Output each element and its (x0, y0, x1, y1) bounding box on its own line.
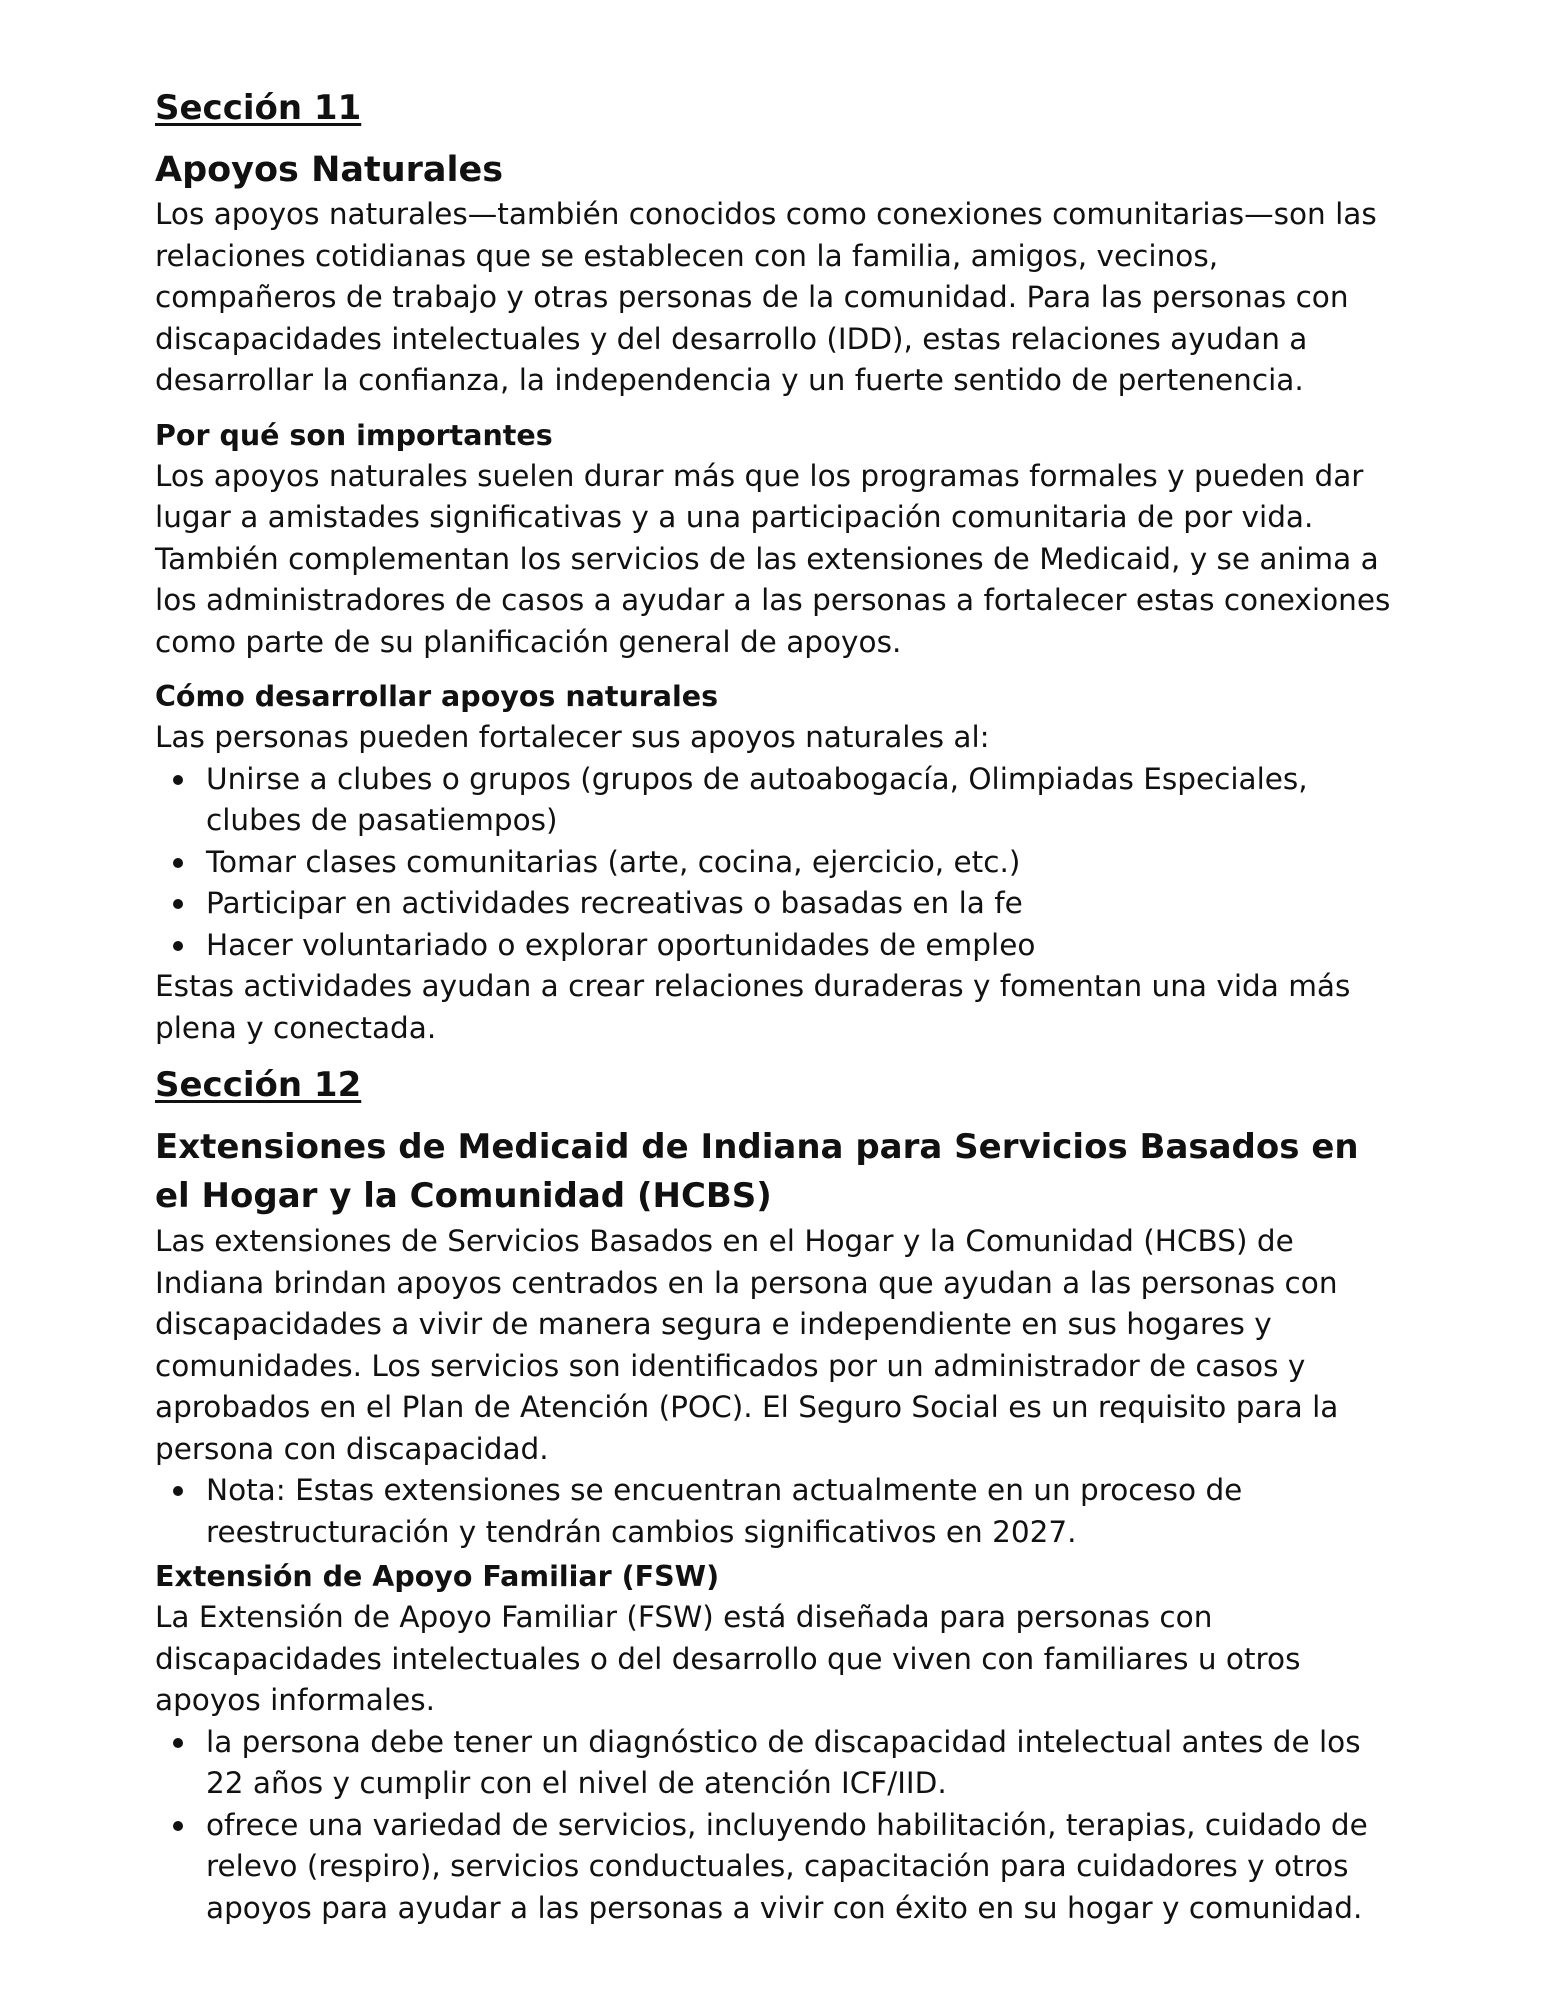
fsw-list (155, 1722, 1395, 1930)
section-12-label: Sección 12 (155, 1065, 362, 1105)
list-item-text: Participar en actividades recreativas o basadas en la fe (206, 886, 1023, 920)
section-12-title: Extensiones de Medicaid de Indiana para Servicios Basados en el Hogar y la Comunidad (HCBS) (155, 1127, 1359, 1216)
section-12-note-list (155, 1470, 1395, 1553)
why-important-text: Los apoyos naturales suelen durar más que los programas formales y pueden dar lugar a amistades significativas y a una participación comunitaria de por vida. También complementan los servicios de las extensiones de Medicaid, y se anima a los administradores de casos a ayudar a las personas a fortalecer estas conexiones como parte de su planificación general de apoyos. (155, 458, 1391, 659)
list-item-text: Nota: Estas extensiones se encuentran actualmente en un proceso de reestructuración y tendrán cambios significativos en 2027. (206, 1473, 1243, 1549)
list-item (155, 759, 1395, 842)
how-to-develop-heading: Cómo desarrollar apoyos naturales (155, 680, 719, 713)
how-to-develop-intro: Las personas pueden fortalecer sus apoyos naturales al: (155, 720, 990, 754)
fsw-text: La Extensión de Apoyo Familiar (FSW) está diseñada para personas con discapacidades intelectuales o del desarrollo que viven con familiares u otros apoyos informales. (155, 1600, 1301, 1717)
section-11-intro: Los apoyos naturales—también conocidos como conexiones comunitarias—son las relaciones cotidianas que se establecen con la familia, amigos, vecinos, compañeros de trabajo y otras personas de la comunidad. Para las personas con discapacidades intelectuales y del desarrollo (IDD), estas relaciones ayudan a desarrollar la confianza, la independencia y un fuerte sentido de pertenencia. (155, 197, 1377, 397)
list-item-text: Unirse a clubes o grupos (grupos de autoabogacía, Olimpiadas Especiales, clubes de pasatiempos) (206, 761, 1308, 837)
list-item-text: Tomar clases comunitarias (arte, cocina, ejercicio, etc.) (206, 844, 1021, 879)
list-item (155, 1722, 1395, 1805)
list-item (155, 883, 1395, 925)
bullet-icon (173, 1738, 183, 1748)
bullet-icon (173, 775, 183, 785)
bullet-icon (173, 1486, 183, 1496)
how-to-develop-outro: Estas actividades ayudan a crear relaciones duraderas y fomentan una vida más plena y conectada. (155, 969, 1351, 1045)
why-important-heading: Por qué son importantes (155, 418, 553, 452)
list-item (155, 842, 1395, 884)
bullet-icon (173, 941, 183, 951)
bullet-icon (173, 899, 183, 909)
bullet-icon (173, 858, 183, 868)
bullet-icon (173, 1821, 183, 1831)
list-item-text: Hacer voluntariado o explorar oportunidades de empleo (206, 927, 1036, 962)
fsw-heading: Extensión de Apoyo Familiar (FSW) (155, 1560, 720, 1593)
section-11-title: Apoyos Naturales (155, 150, 504, 190)
document-page (155, 86, 1395, 1929)
list-item (155, 1470, 1395, 1553)
list-item-text: la persona debe tener un diagnóstico de discapacidad intelectual antes de los 22 años y cumplir con el nivel de atención ICF/IID. (206, 1724, 1361, 1800)
section-12-intro: Las extensiones de Servicios Basados en el Hogar y la Comunidad (HCBS) de Indiana brindan apoyos centrados en la persona que ayudan a las personas con discapacidades a vivir de manera segura e independiente en sus hogares y comunidades. Los servicios son identificados por un administrador de casos y aprobados en el Plan de Atención (POC). El Seguro Social es un requisito para la persona con discapacidad. (155, 1224, 1339, 1466)
list-item (155, 1805, 1395, 1930)
how-to-develop-list (155, 759, 1395, 967)
list-item-text: ofrece una variedad de servicios, incluyendo habilitación, terapias, cuidado de relevo (respiro), servicios conductuales, capacitación para cuidadores y otros apoyos para ayudar a las personas a vivir con éxito en su hogar y comunidad. (206, 1807, 1368, 1925)
list-item (155, 925, 1395, 967)
section-11-label: Sección 11 (155, 88, 362, 128)
